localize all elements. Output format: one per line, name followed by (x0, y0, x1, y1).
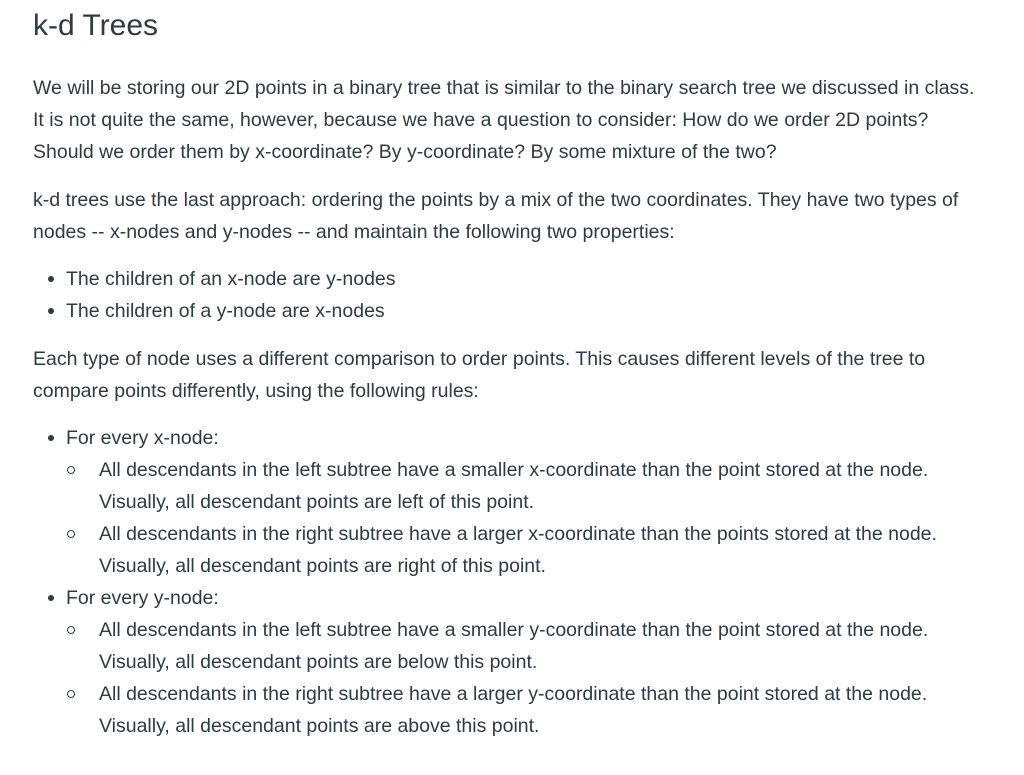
rules-list (33, 422, 984, 742)
rule-label: For every x-node: (66, 427, 219, 449)
rule-y-node (33, 582, 984, 742)
rule-sublist (66, 614, 984, 742)
intro-paragraph: We will be storing our 2D points in a binary tree that is similar to the binary search tree we discussed in class. It is not quite the same, however, because we have a question to consider: How do we order 2D points? Should we order them by x-coordinate? By y-coordinate? By some mixture of the two? (33, 77, 975, 163)
properties-list (33, 263, 984, 327)
list-item: All descendants in the left subtree have a smaller y-coordinate than the point stored at the node. Visually, all descendant points are below this point. (66, 614, 984, 678)
list-item: The children of an x-node are y-nodes (33, 263, 984, 295)
rule-x-node (33, 422, 984, 582)
rules-paragraph: Each type of node uses a different comparison to order points. This causes different levels of the tree to compare points differently, using the following rules: (33, 348, 926, 402)
rule-sublist (66, 454, 984, 582)
page-title: k-d Trees (33, 9, 159, 42)
approach-paragraph: k-d trees use the last approach: ordering the points by a mix of the two coordinates. They have two types of nodes -- x-nodes and y-nodes -- and maintain the following two properties: (33, 189, 959, 243)
list-item: All descendants in the left subtree have a smaller x-coordinate than the point stored at the node. Visually, all descendant points are left of this point. (66, 454, 984, 518)
rule-label: For every y-node: (66, 587, 219, 609)
list-item: All descendants in the right subtree have a larger x-coordinate than the points stored at the node. Visually, all descendant points are right of this point. (66, 518, 984, 582)
list-item: All descendants in the right subtree have a larger y-coordinate than the point stored at the node. Visually, all descendant points are above this point. (66, 678, 984, 742)
list-item: The children of a y-node are x-nodes (33, 295, 984, 327)
